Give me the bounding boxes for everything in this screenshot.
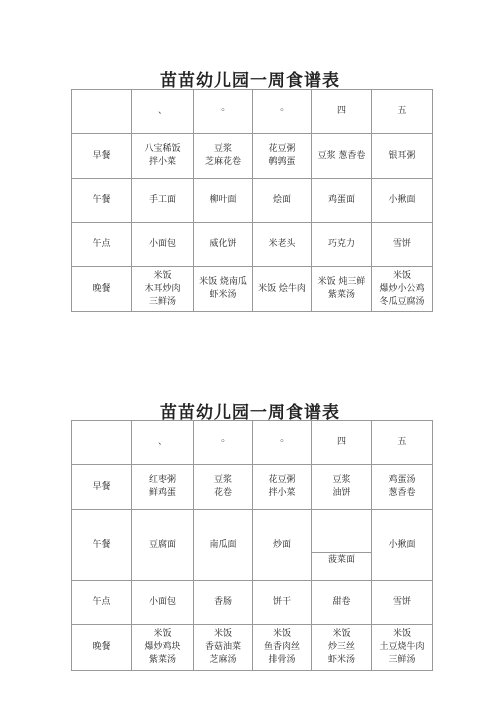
menu-cell: 饼干 [253, 581, 312, 625]
menu-cell: 柳叶面 [194, 179, 253, 223]
header-day-1: 、 [132, 421, 194, 465]
menu-cell: 花豆粥 鹌鹑蛋 [253, 134, 312, 179]
menu-title-2: 苗苗幼儿园一周食谱表 [160, 403, 340, 423]
header-day-4: 四 [312, 90, 372, 134]
header-row [72, 421, 433, 465]
menu-cell: 红枣粥 鲜鸡蛋 [132, 465, 194, 510]
menu-cell: 手工面 [132, 179, 194, 223]
menu-cell: 炒面 [253, 510, 312, 581]
header-day-3: ◦ [253, 90, 312, 134]
menu-cell-text: 菠菜面 [312, 552, 371, 567]
menu-cell-split [312, 510, 372, 581]
header-day-3: ◦ [253, 421, 312, 465]
menu-title-1: 苗苗幼儿园一周食谱表 [160, 71, 340, 91]
menu-cell: 米饭 炒三丝 虾米汤 [312, 625, 372, 671]
menu-cell: 小揪面 [372, 510, 433, 581]
menu-cell: 米饭 炖三鲜 紫菜汤 [312, 267, 372, 312]
header-day-2: ◦ [194, 421, 253, 465]
meal-label-breakfast: 早餐 [72, 465, 132, 510]
header-day-2: ◦ [194, 90, 253, 134]
menu-cell: 米饭 土豆烧牛肉 三鲜汤 [372, 625, 433, 671]
weekly-menu-table-2 [71, 420, 433, 671]
menu-cell: 香肠 [194, 581, 253, 625]
menu-cell: 米饭 爆炒鸡块 紫菜汤 [132, 625, 194, 671]
menu-cell: 小面包 [132, 223, 194, 267]
menu-cell: 豆腐面 [132, 510, 194, 581]
menu-cell: 鸡蛋面 [312, 179, 372, 223]
menu-cell: 银耳粥 [372, 134, 433, 179]
meal-label-breakfast: 早餐 [72, 134, 132, 179]
menu-cell: 米饭 香菇油菜 芝麻汤 [194, 625, 253, 671]
menu-cell: 豆浆 花卷 [194, 465, 253, 510]
header-day-1: 、 [132, 90, 194, 134]
header-day-5: 五 [372, 421, 433, 465]
header-row [72, 90, 433, 134]
menu-cell: 八宝稀饭 拌小菜 [132, 134, 194, 179]
table-row [72, 581, 433, 625]
table-row [72, 465, 433, 510]
header-corner [72, 90, 132, 134]
menu-cell: 南瓜面 [194, 510, 253, 581]
menu-cell: 小面包 [132, 581, 194, 625]
menu-cell: 烩面 [253, 179, 312, 223]
menu-cell: 雪饼 [372, 223, 433, 267]
menu-cell: 米饭 鱼香肉丝 排骨汤 [253, 625, 312, 671]
menu-cell: 米饭 木耳炒肉 三鲜汤 [132, 267, 194, 312]
table-row [72, 179, 433, 223]
menu-cell: 米饭 烩牛肉 [253, 267, 312, 312]
weekly-menu-table-1 [71, 89, 433, 312]
menu-cell: 甜卷 [312, 581, 372, 625]
meal-label-dinner: 晚餐 [72, 267, 132, 312]
meal-label-lunch: 午餐 [72, 510, 132, 581]
table-row [72, 223, 433, 267]
table-row [72, 510, 433, 581]
menu-cell: 小揪面 [372, 179, 433, 223]
table-row [72, 625, 433, 671]
menu-cell: 雪饼 [372, 581, 433, 625]
menu-cell: 豆浆 芝麻花卷 [194, 134, 253, 179]
header-day-4: 四 [312, 421, 372, 465]
menu-cell: 花豆粥 拌小菜 [253, 465, 312, 510]
menu-cell: 威化饼 [194, 223, 253, 267]
menu-cell: 米饭 烧南瓜 虾米汤 [194, 267, 253, 312]
meal-label-dinner: 晚餐 [72, 625, 132, 671]
header-day-5: 五 [372, 90, 433, 134]
table-row [72, 134, 433, 179]
menu-cell: 米饭 爆炒小公鸡 冬瓜豆腐汤 [372, 267, 433, 312]
meal-label-snack: 午点 [72, 581, 132, 625]
menu-cell: 豆浆 油饼 [312, 465, 372, 510]
meal-label-lunch: 午餐 [72, 179, 132, 223]
meal-label-snack: 午点 [72, 223, 132, 267]
menu-cell: 豆浆 葱香卷 [312, 134, 372, 179]
menu-cell: 鸡蛋汤 葱香卷 [372, 465, 433, 510]
menu-cell: 米老头 [253, 223, 312, 267]
header-corner [72, 421, 132, 465]
table-row [72, 267, 433, 312]
menu-cell: 巧克力 [312, 223, 372, 267]
